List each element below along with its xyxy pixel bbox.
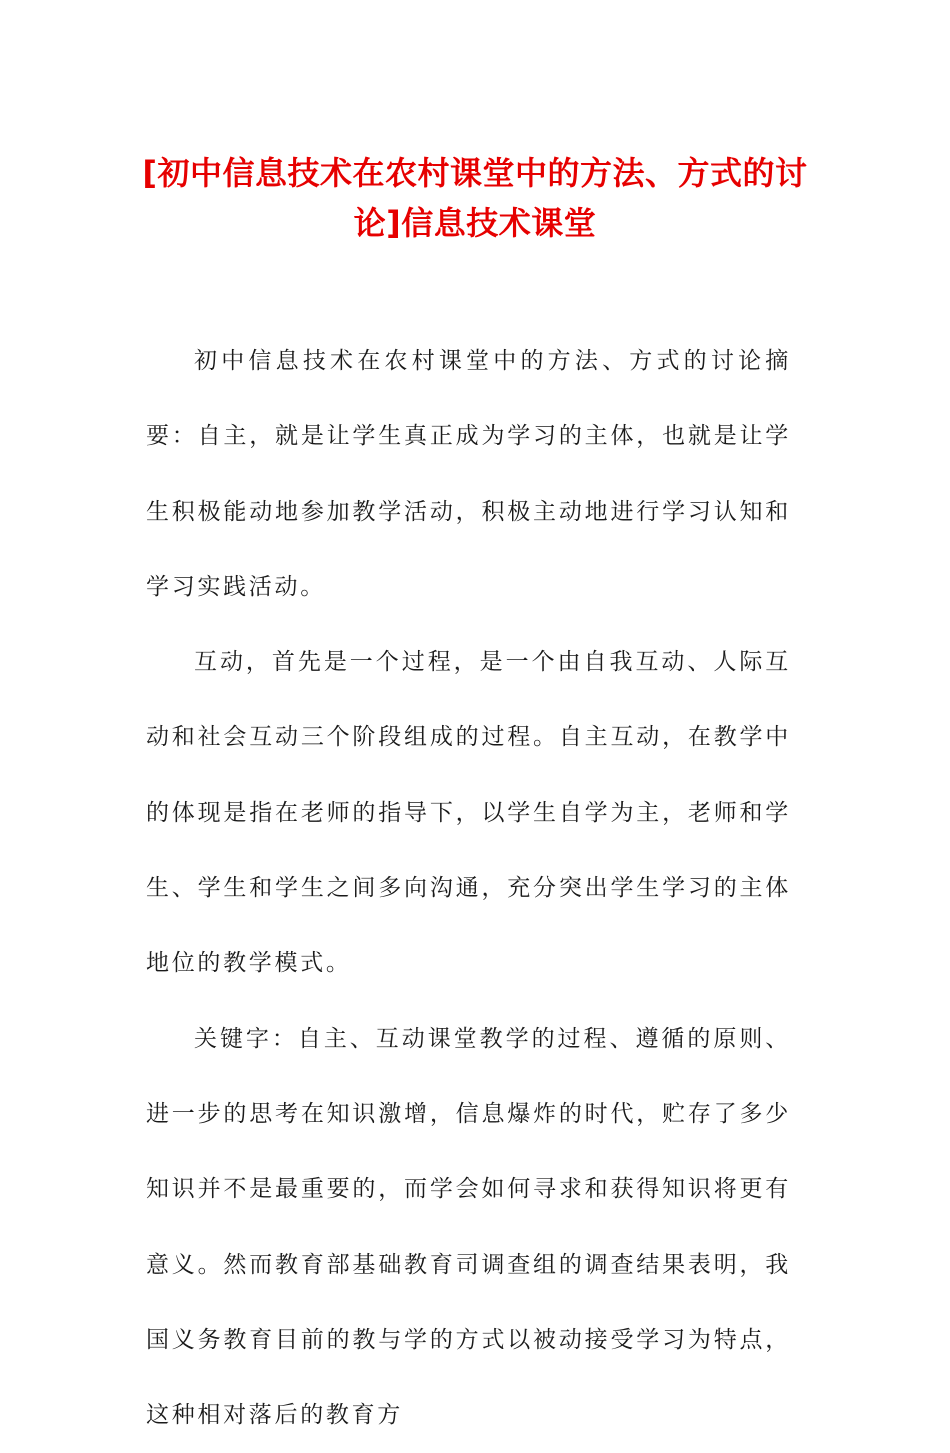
document-body (146, 324, 791, 1453)
paragraph-abstract: 初中信息技术在农村课堂中的方法、方式的讨论摘要：自主，就是让学生真正成为学习的主体，也就是让学生积极能动地参加教学活动，积极主动地进行学习认知和学习实践活动。 (146, 348, 791, 600)
paragraph-keywords: 关键字：自主、互动课堂教学的过程、遵循的原则、进一步的思考在知识激增，信息爆炸的时代，贮存了多少知识并不是最重要的，而学会如何寻求和获得知识将更有意义。然而教育部基础教育司调查组的调查结果表明，我国义务教育目前的教与学的方式以被动接受学习为特点，这种相对落后的教育方 (146, 1025, 791, 1429)
paragraph-interaction: 互动，首先是一个过程，是一个由自我互动、人际互动和社会互动三个阶段组成的过程。自主互动，在教学中的体现是指在老师的指导下，以学生自学为主，老师和学生、学生和学生之间多向沟通，充分突出学生学习的主体地位的教学模式。 (146, 649, 791, 977)
document-title: [初中信息技术在农村课堂中的方法、方式的讨论]信息技术课堂 (142, 154, 808, 242)
